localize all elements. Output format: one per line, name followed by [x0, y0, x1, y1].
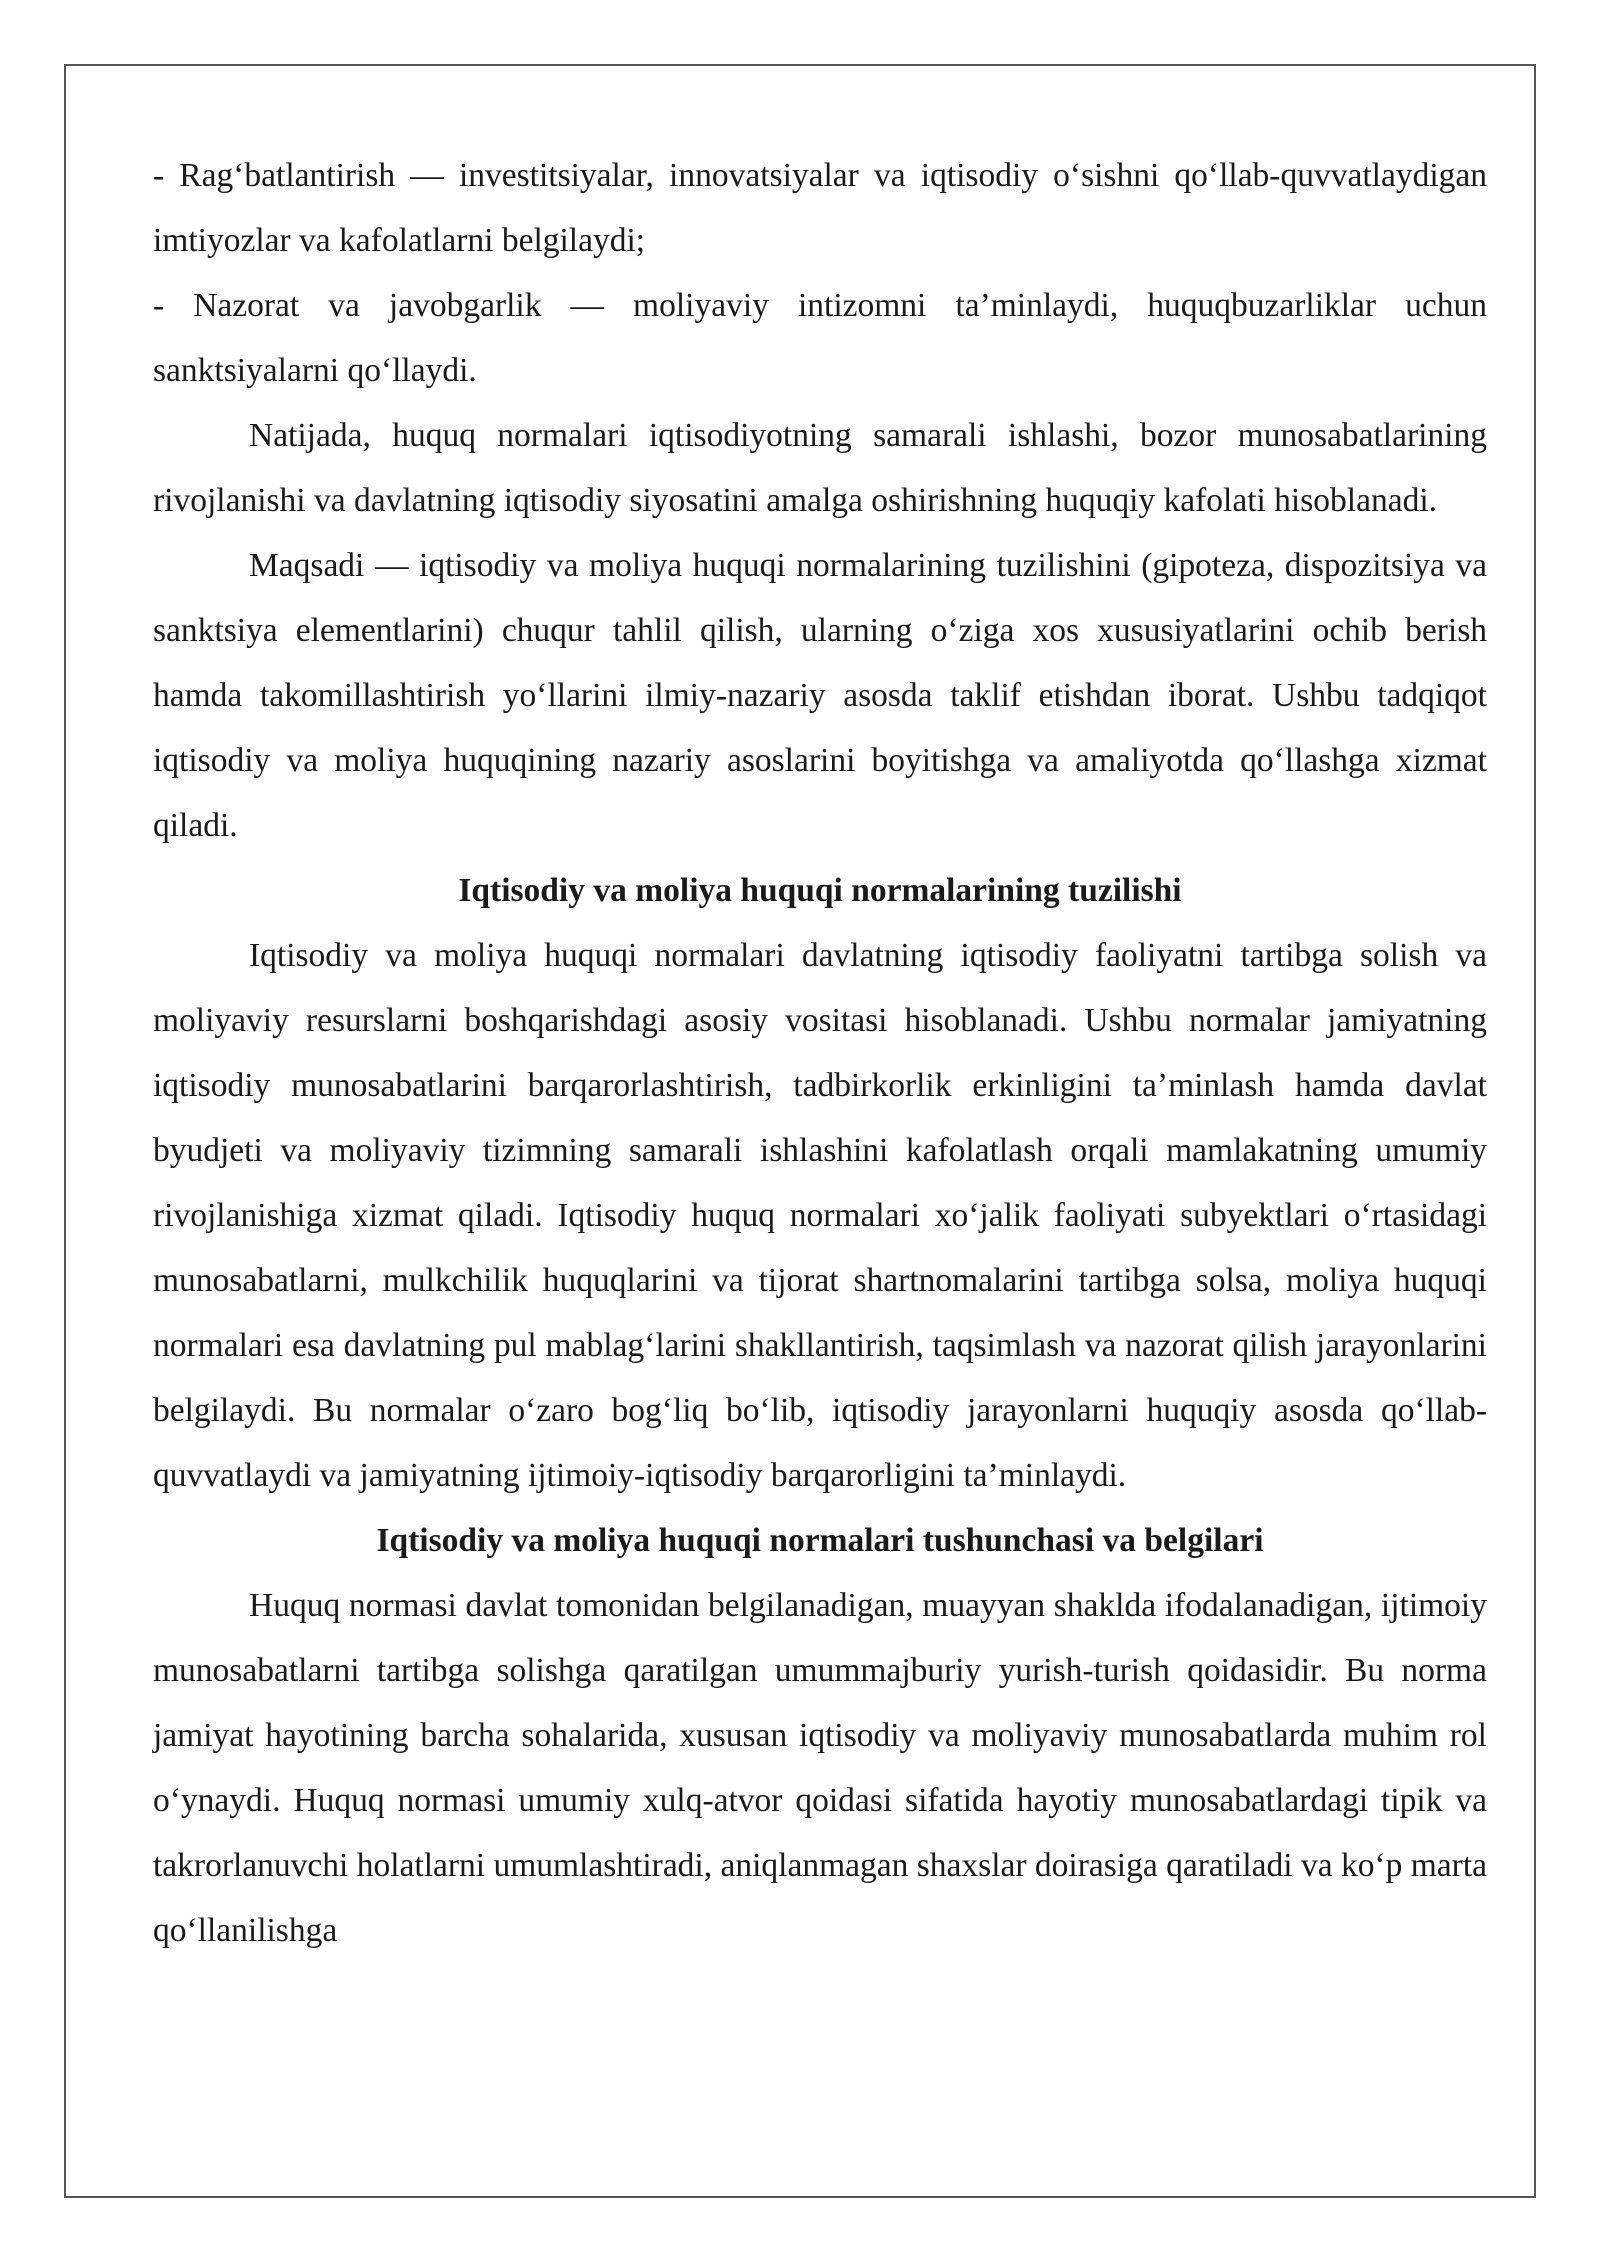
bullet-incentives: - Rag‘batlantirish — investitsiyalar, innovatsiyalar va iqtisodiy o‘sishni qo‘llab-quvvatlaydigan imtiyozlar va kafolatlarni belgilaydi; — [153, 157, 1487, 259]
section-heading-concept: Iqtisodiy va moliya huquqi normalari tushunchasi va belgilari — [376, 1522, 1264, 1559]
bullet-control: - Nazorat va javobgarlik — moliyaviy intizomni ta’minlaydi, huquqbuzarliklar uchun sanktsiyalarni qo‘llaydi. — [153, 287, 1487, 389]
paragraph-goal: Maqsadi — iqtisodiy va moliya huquqi normalarining tuzilishini (gipoteza, dispozitsiya va sanktsiya elementlarini) chuqur tahlil qilish, ularning o‘ziga xos xususiyatlarini ochib berish hamda takomillashtirish yo‘llarini ilmiy-nazariy asosda taklif etishdan iborat. Ushbu tadqiqot iqtisodiy va moliya huquqining nazariy asoslarini boyitishga va amaliyotda qo‘llashga xizmat qiladi. — [153, 547, 1487, 844]
document-body — [153, 143, 1487, 1963]
paragraph-structure: Iqtisodiy va moliya huquqi normalari davlatning iqtisodiy faoliyatni tartibga solish va moliyaviy resurslarni boshqarishdagi asosiy vositasi hisoblanadi. Ushbu normalar jamiyatning iqtisodiy munosabatlarini barqarorlashtirish, tadbirkorlik erkinligini ta’minlash hamda davlat byudjeti va moliyaviy tizimning samarali ishlashini kafolatlash orqali mamlakatning umumiy rivojlanishiga xizmat qiladi. Iqtisodiy huquq normalari xo‘jalik faoliyati subyektlari o‘rtasidagi munosabatlarni, mulkchilik huquqlarini va tijorat shartnomalarini tartibga solsa, moliya huquqi normalari esa davlatning pul mablag‘larini shakllantirish, taqsimlash va nazorat qilish jarayonlarini belgilaydi. Bu normalar o‘zaro bog‘liq bo‘lib, iqtisodiy jarayonlarni huquqiy asosda qo‘llab-quvvatlaydi va jamiyatning ijtimoiy-iqtisodiy barqarorligini ta’minlaydi. — [153, 937, 1487, 1494]
paragraph-conclusion: Natijada, huquq normalari iqtisodiyotning samarali ishlashi, bozor munosabatlarining rivojlanishi va davlatning iqtisodiy siyosatini amalga oshirishning huquqiy kafolati hisoblanadi. — [153, 417, 1487, 519]
section-heading-structure: Iqtisodiy va moliya huquqi normalarining tuzilishi — [458, 872, 1182, 909]
paragraph-concept: Huquq normasi davlat tomonidan belgilanadigan, muayyan shaklda ifodalanadigan, ijtimoiy munosabatlarni tartibga solishga qaratilgan umummajburiy yurish-turish qoidasidir. Bu norma jamiyat hayotining barcha sohalarida, xususan iqtisodiy va moliyaviy munosabatlarda muhim rol o‘ynaydi. Huquq normasi umumiy xulq-atvor qoidasi sifatida hayotiy munosabatlardagi tipik va takrorlanuvchi holatlarni umumlashtiradi, aniqlanmagan shaxslar doirasiga qaratiladi va ko‘p marta qo‘llanilishga — [153, 1587, 1487, 1949]
